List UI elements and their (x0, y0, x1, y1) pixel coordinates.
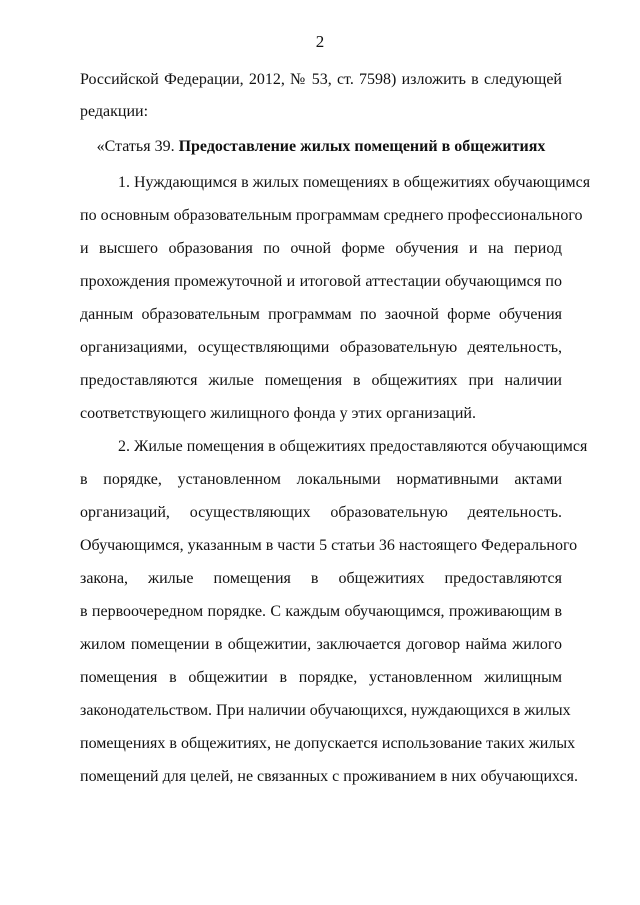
paragraph-line: и высшего образования по очной форме обучения и на период (80, 240, 562, 257)
article-number: «Статья 39. (96, 138, 179, 155)
page-number: 2 (315, 32, 325, 51)
article-title: Предоставление жилых помещений в общежитиях (178, 138, 546, 155)
article-heading (80, 137, 562, 157)
paragraph-line: помещений для целей, не связанных с проживанием в них обучающихся. (80, 768, 579, 785)
paragraph-line: Обучающимся, указанным в части 5 статьи 36 настоящего Федерального (80, 537, 578, 554)
paragraph-line: 1. Нуждающимся в жилых помещениях в общежитиях обучающимся (118, 174, 591, 191)
paragraph-line: жилом помещении в общежитии, заключается договор найма жилого (80, 636, 562, 653)
paragraph-line: организациями, осуществляющими образовательную деятельность, (80, 339, 562, 356)
paragraph-line: законодательством. При наличии обучающихся, нуждающихся в жилых (80, 702, 571, 719)
paragraph-line: прохождения промежуточной и итоговой аттестации обучающимся по (80, 273, 562, 290)
paragraph-line: данным образовательным программам по заочной форме обучения (80, 306, 562, 323)
paragraph-line: в первоочередном порядке. С каждым обучающимся, проживающим в (80, 603, 562, 620)
paragraph-line: 2. Жилые помещения в общежитиях предоставляются обучающимся (118, 438, 588, 455)
paragraph-line: соответствующего жилищного фонда у этих организаций. (80, 405, 476, 422)
paragraph-line: помещениях в общежитиях, не допускается использование таких жилых (80, 735, 576, 752)
intro-line: Российской Федерации, 2012, № 53, ст. 7598) изложить в следующей (80, 71, 562, 88)
paragraph-line: помещения в общежитии в порядке, установленном жилищным (80, 669, 562, 686)
paragraph-line: по основным образовательным программам среднего профессионального (80, 207, 583, 224)
paragraph-line: закона, жилые помещения в общежитиях предоставляются (80, 570, 562, 587)
paragraph-line: предоставляются жилые помещения в общежитиях при наличии (80, 372, 562, 389)
intro-line: редакции: (80, 103, 149, 120)
paragraph-line: в порядке, установленном локальными нормативными актами (80, 471, 562, 488)
paragraph-line: организаций, осуществляющих образовательную деятельность. (80, 504, 562, 521)
